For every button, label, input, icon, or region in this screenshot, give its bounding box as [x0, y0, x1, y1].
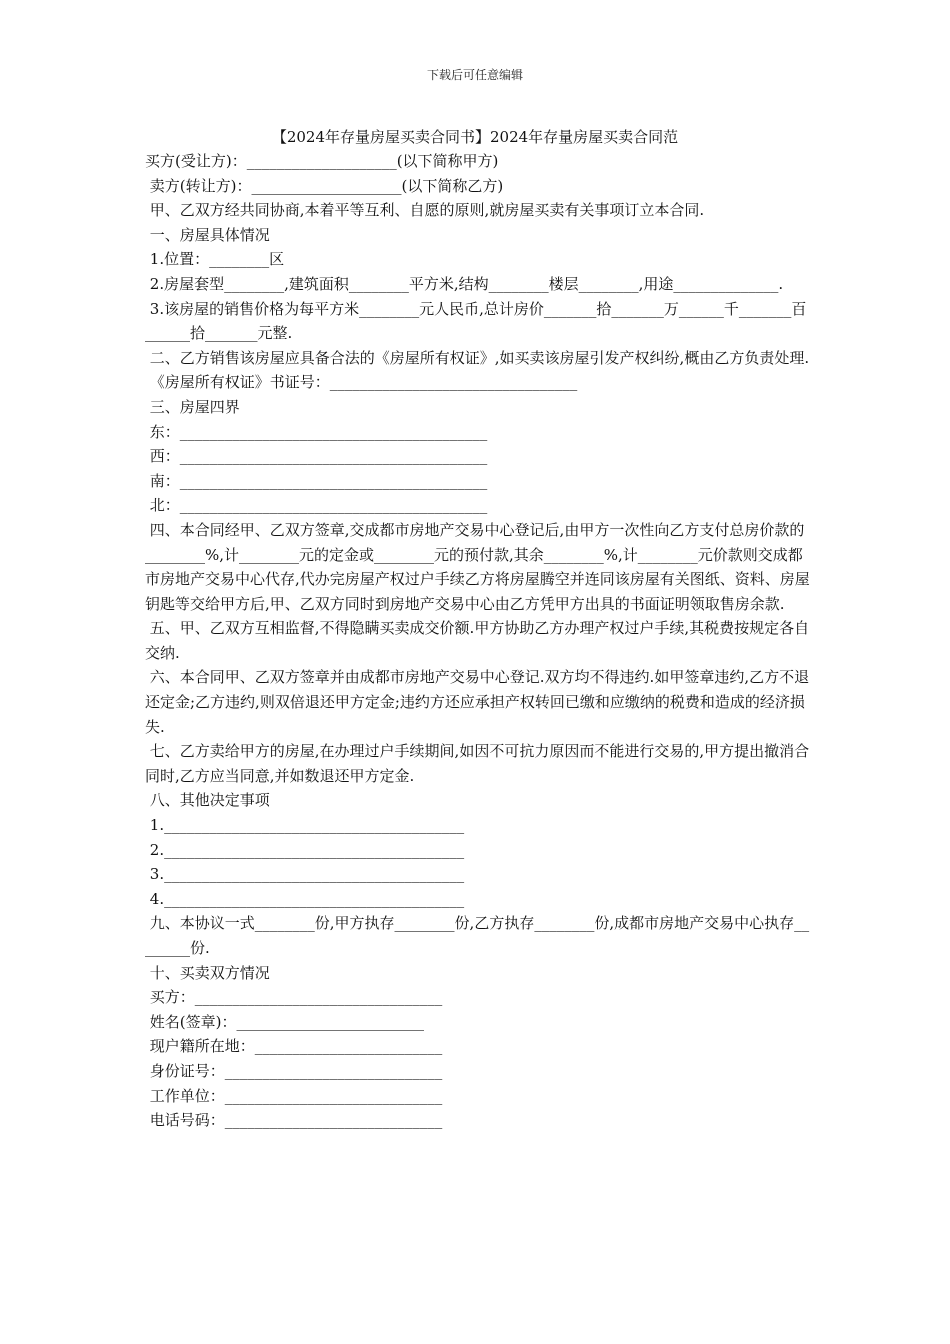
boundary-south-line: 南：_________________________________________: [145, 471, 488, 490]
section-heading-8: 八、其他决定事项: [145, 791, 270, 810]
section-2-paragraph: 二、乙方销售该房屋应具备合法的《房屋所有权证》,如买卖该房屋引发产权纠纷,概由乙方负责处理.: [145, 348, 810, 367]
location-line: 1.位置：________区: [145, 250, 285, 269]
id-number-field: 身份证号：_____________________________: [145, 1061, 443, 1080]
boundary-west-line: 西：_________________________________________: [145, 447, 488, 466]
section-heading-3: 三、房屋四界: [145, 397, 240, 416]
price-line: 3.该房屋的销售价格为每平方米________元人民币,总计房价_______拾_______万______千_______百______拾_______元整.: [145, 299, 807, 343]
house-type-line: 2.房屋套型________,建筑面积________平方米,结构________楼层________,用途______________.: [145, 274, 784, 293]
employer-field: 工作单位：_____________________________: [145, 1086, 443, 1105]
section-heading-10: 十、买卖双方情况: [145, 963, 270, 982]
section-4-paragraph: 四、本合同经甲、乙双方签章,交成都市房地产交易中心登记后,由甲方一次性向乙方支付总房价款的________%,计________元的定金或________元的预付款,其余________%,计________元价款则交成都市房地产交易中心代存,代办完房屋产权过户手续乙方将房屋腾空并连同该房屋有关图纸、资料、房屋钥匙等交给甲方后,甲、乙双方同时到房地产交易中心由乙方凭甲方出具的书面证明领取售房余款.: [145, 520, 810, 613]
section-6-paragraph: 六、本合同甲、乙双方签章并由成都市房地产交易中心登记.双方均不得违约.如甲签章违约,乙方不退还定金;乙方违约,则双倍退还甲方定金;违约方还应承担产权转回已缴和应缴纳的税费和造成的经济损失.: [145, 668, 810, 736]
other-item-4: 4.________________________________________: [145, 889, 465, 908]
document-title: 【2024年存量房屋买卖合同书】2024年存量房屋买卖合同范: [271, 128, 679, 146]
preamble-paragraph: 甲、乙双方经共同协商,本着平等互利、自愿的原则,就房屋买卖有关事项订立本合同.: [145, 201, 705, 220]
phone-number-field: 电话号码：_____________________________: [145, 1111, 443, 1130]
other-item-3: 3.________________________________________: [145, 865, 465, 884]
buyer-line: 买方(受让方)：____________________(以下简称甲方): [145, 152, 499, 170]
household-address-field: 现户籍所在地：_________________________: [145, 1037, 443, 1056]
seller-line: 卖方(转让方)：____________________(以下简称乙方): [145, 176, 504, 195]
section-heading-1: 一、房屋具体情况: [145, 225, 270, 244]
other-item-2: 2.________________________________________: [145, 840, 465, 859]
certificate-number-line: 《房屋所有权证》书证号：_________________________________: [145, 373, 578, 392]
buyer-field: 买方：_________________________________: [145, 988, 443, 1007]
section-7-paragraph: 七、乙方卖给甲方的房屋,在办理过户手续期间,如因不可抗力原因而不能进行交易的,甲方提出撤消合同时,乙方应当同意,并如数退还甲方定金.: [145, 742, 810, 785]
boundary-east-line: 东：_________________________________________: [145, 422, 488, 441]
contract-body: [145, 149, 810, 1133]
name-signature-field: 姓名(签章)：_________________________: [145, 1012, 424, 1031]
other-item-1: 1.________________________________________: [145, 816, 465, 835]
section-9-paragraph: 九、本协议一式________份,甲方执存________份,乙方执存________份,成都市房地产交易中心执存________份.: [145, 914, 810, 957]
boundary-north-line: 北：_________________________________________: [145, 496, 488, 515]
section-5-paragraph: 五、甲、乙双方互相监督,不得隐瞒买卖成交价额.甲方协助乙方办理产权过户手续,其税费按规定各自交纳.: [145, 619, 810, 662]
header-note: 下载后可任意编辑: [426, 68, 523, 82]
